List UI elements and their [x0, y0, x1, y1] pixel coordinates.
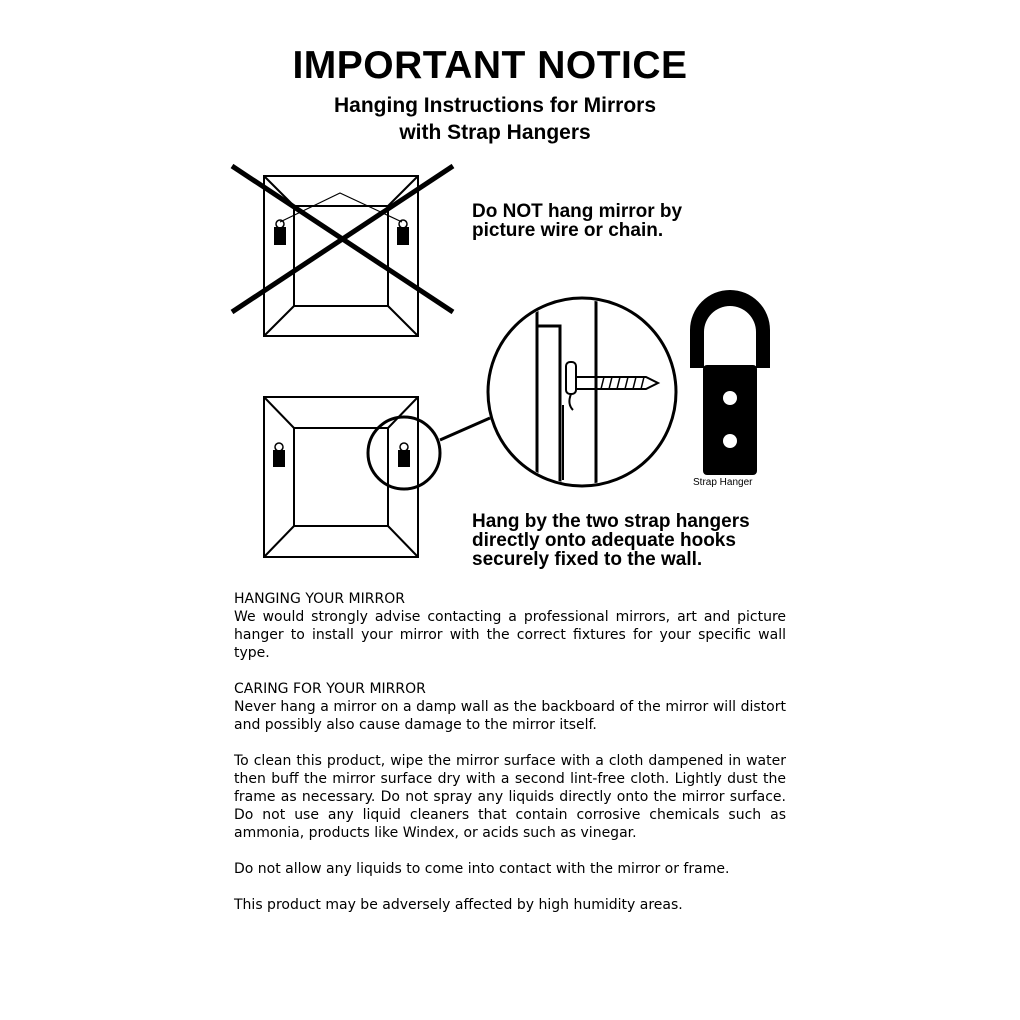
- caring-heading: CARING FOR YOUR MIRROR: [234, 681, 426, 697]
- strap-hanger-icon: [398, 220, 408, 244]
- subtitle-line-2: with Strap Hangers: [399, 121, 591, 144]
- correct-mirror-figure: [264, 397, 490, 557]
- hanging-section: [234, 590, 786, 662]
- instructions-text: [234, 590, 786, 932]
- correct-caption-line-1: Hang by the two strap hangers: [472, 511, 750, 532]
- caring-body: Never hang a mirror on a damp wall as the backboard of the mirror will distort and possibly also cause damage to the mirror itself.: [234, 699, 786, 733]
- humidity-paragraph: This product may be adversely affected by high humidity areas.: [234, 897, 683, 913]
- cross-out-icon: [232, 166, 453, 312]
- strap-hanger-icon: [399, 443, 409, 466]
- correct-caption-line-2: directly onto adequate hooks: [472, 530, 736, 551]
- correct-method-caption: [472, 512, 750, 569]
- liquids-paragraph: Do not allow any liquids to come into contact with the mirror or frame.: [234, 861, 730, 877]
- strap-hanger-icon: [274, 443, 284, 466]
- caring-section: [234, 680, 786, 734]
- subtitle-line-1: Hanging Instructions for Mirrors: [333, 94, 656, 117]
- wrong-mirror-figure: [232, 166, 453, 336]
- wrong-caption-line-1: Do NOT hang mirror by: [472, 201, 683, 222]
- cleaning-paragraph: To clean this product, wipe the mirror surface with a cloth dampened in water then buff the mirror surface dry with a second lint-free cloth. Lightly dust the frame as necessary. Do not spray any liquids directly onto the mirror surface. Do not use any liquid cleaners that contain corrosive chemicals such as ammonia, products like Windex, or acids such as vinegar.: [234, 753, 786, 841]
- strap-hanger-large-icon: [690, 290, 770, 475]
- hanging-heading: HANGING YOUR MIRROR: [234, 591, 405, 607]
- strap-hanger-icon: [275, 220, 285, 244]
- strap-hanger-label: Strap Hanger: [693, 477, 753, 488]
- page-title: IMPORTANT NOTICE: [292, 44, 688, 87]
- hook-detail-figure: [488, 295, 676, 490]
- correct-caption-line-3: securely fixed to the wall.: [472, 549, 703, 570]
- hanging-body: We would strongly advise contacting a professional mirrors, art and picture hanger to install your mirror with the correct fixtures for your specific wall type.: [234, 609, 786, 661]
- wrong-caption-line-2: picture wire or chain.: [472, 220, 664, 241]
- wrong-method-caption: [472, 202, 682, 240]
